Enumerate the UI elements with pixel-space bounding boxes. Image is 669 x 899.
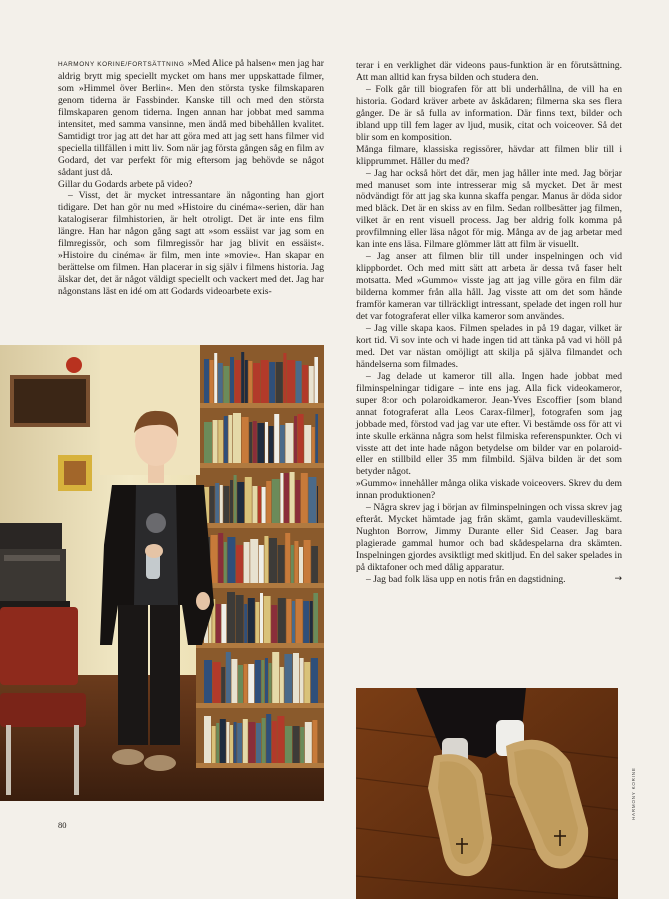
continue-arrow-icon: →	[614, 573, 622, 584]
answer: – Jag ville skapa kaos. Filmen spelades in på 19 dagar, vilket är kort tid. Vi sov inte och vi hade ingen tid att tänka på vad vi höll på med. Det var nästan omöjligt att skilja på själva filmandet och händelserna som filmades.	[356, 322, 622, 370]
paragraph: HARMONY KORINE/FORTSÄTTNING »Med Alice på halsen« men jag har aldrig brytt mig speciellt mycket om hans mer uppskattade filmer, som »Himmel över Berlin«. Men den största tyske filmskaparen genom tiderna är Fassbinder. Kanske till och med den största filmskaparen genom tiderna. Ingen annan har jobbat med samma intensitet, med samma vansinne, men ändå med bibehållen kvalitet. Samtidigt tror jag att det har att göra med att jag sett hans filmer vid speciella tillfällen i mitt liv. Som när jag första gången såg en film av Godard, det var perfekt för mig eftersom jag behövde se något sådant just då.	[58, 58, 324, 178]
question: Många filmare, klassiska regissörer, hävdar att filmen blir till i klipprummet. Håller du med?	[356, 143, 622, 167]
answer: – Jag delade ut kameror till alla. Ingen hade jobbat med filminspelningar tidigare – inte ens jag. Alla fick videokameror, super 8:or och polaroidkameror. Jean-Yves Escoffier [som bland annat fotograferat alla Leos Carax-filmer], fotografen som jag jobbade med, förstod vad jag var ute efter. Vi bestämde oss för att vi inte skulle erkänna några som helst filmiska referenspunkter. Och vi visste att det inte hade någon betydelse om bilder var en polaroid- eller en stillbild eller 35 mm filmbild. Själva bilden är det som betyder något.	[356, 370, 622, 478]
answer: – Jag har också hört det där, men jag håller inte med. Jag börjar med manuset som inte intresserar mig så mycket. Det är mest nödvändigt för att jag ska kunna skaffa pengar. Manus är döda sidor med bläck. Det är en skiss av en film. Sedan rollbesätter jag filmen, vilket är en rent visuell process. Jag ber aldrig folk komma på provfilmning eller läsa något för mig. Många av de jag arbetar med kan inte ens läsa. Filmare glömmer lätt att film är visuellt.	[356, 167, 622, 251]
continuation-header: HARMONY KORINE/FORTSÄTTNING	[58, 61, 185, 68]
portrait-photo	[0, 345, 324, 801]
answer: – Folk går till biografen för att bli underhållna, de vill ha en historia. Godard kräver arbete av åskådaren; filmerna ska ses flera gånger. De är så fulla av information. Där finns text, bilder och ibland upp till fem lager av ljud, musik, citat och voiceover. Så det blir som en komposition.	[356, 83, 622, 143]
answer: – Visst, det är mycket intressantare än någonting han gjort tidigare. Det han gör nu med »Histoire du cinéma«-serien, där han katalogiserar filmhistorien, är helt otroligt. Det är inte ens film längre. Han har någon gång sagt att »som essäist var jag som en filmregissör, och som filmregissör har jag blivit en essäist«. »Histoire du cinéma« är film, men inte »movie«. Han skapar en berättelse om filmen. Han placerar in sig själv i filmens historia. Jag älskar det, det är något väldigt speciellt och vackert med det. Jag har någonstans läst en idé om att Godards videoarbete exis-	[58, 190, 324, 298]
left-text-column	[58, 58, 324, 298]
answer: – Jag bad folk läsa upp en notis från en dagstidning. →	[366, 573, 622, 585]
question: Gillar du Godards arbete på video?	[58, 178, 193, 190]
shoes-photo	[356, 688, 618, 899]
paragraph: terar i en verklighet där videons paus-funktion är en förutsättning. Att man alltid kan frysa bilden och studera den.	[356, 60, 622, 83]
page-number: 80	[58, 820, 67, 830]
question: »Gummo« innehåller många olika viskade voiceovers. Skrev du dem innan produktionen?	[356, 478, 622, 502]
answer: – Jag anser att filmen blir till under inspelningen och vid klippbordet. Och med mitt sätt att arbeta är dessa två faser helt motsatta. Med »Gummo« visste jag att jag ville göra en film där bilderna kommer från alla håll. Jag visste att om det som hände framför kameran var tillräckligt intressant, spelade det ingen roll hur det var fotograferat eller vilka kameror som användes.	[356, 251, 622, 323]
right-text-column	[356, 60, 622, 586]
answer: – Några skrev jag i början av filminspelningen och vissa skrev jag efteråt. Mycket hämtade jag från skämt, gamla vaudevilleskämt. Nughton Borrow, Jimmy Durante eller Sid Ceaser. Jag bara plagierade gammal humor och bad skådespelarna dra skämten. Inspelningen gjordes avsiktligt med skitljud. En del saker spelades in på diktafoner och med dålig apparatur.	[356, 502, 622, 574]
photo-credit: HARMONY KORINE	[631, 767, 636, 820]
